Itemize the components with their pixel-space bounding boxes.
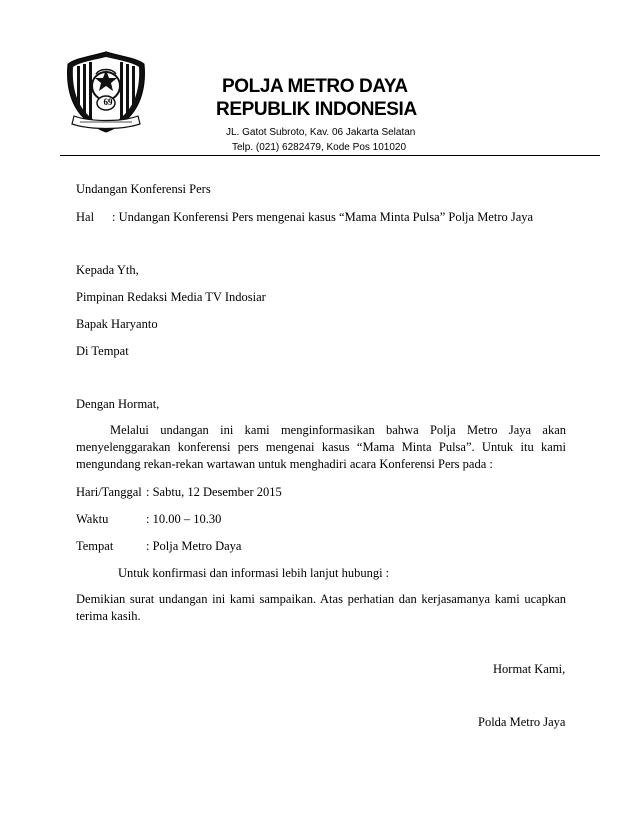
letterhead-address: JL. Gatot Subroto, Kav. 06 Jakarta Selatan — [226, 127, 416, 138]
greeting: Dengan Hormat, — [76, 397, 160, 411]
body-paragraph-line-2: menyelenggarakan konferensi pers mengenai kasus “Mama Minta Pulsa”. Untuk itu kami — [76, 440, 566, 454]
venue-label: Tempat — [76, 539, 114, 553]
body-paragraph-line-1: Melalui undangan ini kami menginformasikan bahwa Polja Metro Jaya akan — [110, 423, 566, 437]
police-emblem-logo — [60, 48, 152, 134]
time-value: : 10.00 – 10.30 — [146, 512, 222, 526]
letterhead-phone: Telp. (021) 6282479, Kode Pos 101020 — [232, 142, 407, 153]
regards-text: Hormat Kami, — [493, 662, 566, 676]
letterhead-title: POLJA METRO DAYA — [222, 76, 408, 97]
body-paragraph-line-3: mengundang rekan-rekan wartawan untuk menghadiri acara Konferensi Pers pada : — [76, 457, 493, 471]
time-label: Waktu — [76, 512, 109, 526]
letter-subject-line: Undangan Konferensi Pers — [76, 182, 211, 196]
venue-value: : Polja Metro Daya — [146, 539, 242, 553]
letterhead-subtitle: REPUBLIK INDONESIA — [216, 99, 417, 120]
recipient-place: Di Tempat — [76, 344, 129, 358]
emblem-number: 69 — [103, 97, 113, 107]
recipient-heading: Kepada Yth, — [76, 263, 139, 277]
letterhead-divider — [60, 155, 600, 156]
date-value: : Sabtu, 12 Desember 2015 — [146, 485, 282, 499]
recipient-organization: Pimpinan Redaksi Media TV Indosiar — [76, 290, 266, 304]
closing-line-2: terima kasih. — [76, 609, 141, 623]
recipient-name: Bapak Haryanto — [76, 317, 158, 331]
contact-info-line: Untuk konfirmasi dan informasi lebih lanjut hubungi : — [118, 566, 390, 580]
hal-value: : Undangan Konferensi Pers mengenai kasus “Mama Minta Pulsa” Polja Metro Jaya — [112, 210, 534, 224]
closing-line-1: Demikian surat undangan ini kami sampaikan. Atas perhatian dan kerjasamanya kami ucapkan — [76, 592, 566, 606]
hal-label: Hal — [76, 210, 95, 224]
date-label: Hari/Tanggal — [76, 485, 142, 499]
signatory-name: Polda Metro Jaya — [478, 715, 566, 729]
